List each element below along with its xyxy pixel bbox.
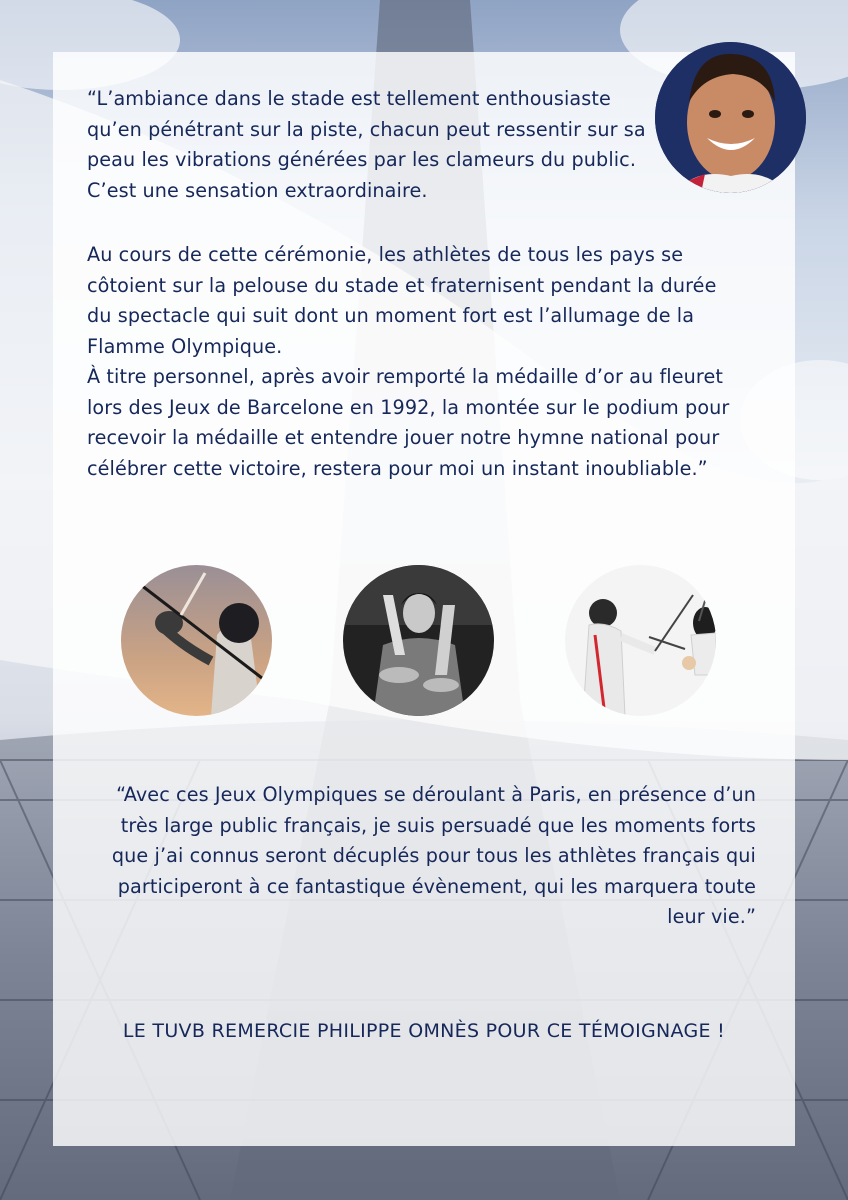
quote-one: “L’ambiance dans le stade est tellement enthousiaste qu’en pénétrant sur la piste, chacun peut ressentir sur sa peau les vibrations générées par les clameurs du public. C’est une sensation extraordinaire. — [87, 87, 646, 202]
fencer-sunset-photo — [121, 565, 272, 716]
quote-two-part1: Au cours de cette cérémonie, les athlètes de tous les pays se côtoient sur la pelouse du stade et fraternisent pendant la durée du spectacle qui suit dont un moment fort est l’allumage de la Flamme Olympique. — [87, 243, 717, 358]
quote-two — [87, 240, 747, 484]
thanks-message: LE TUVB REMERCIE PHILIPPE OMNÈS POUR CE TÉMOIGNAGE ! — [122, 1020, 726, 1042]
fencers-duel-photo — [565, 565, 716, 716]
portrait-photo — [655, 42, 806, 193]
quote-two-part2: À titre personnel, après avoir remporté la médaille d’or au fleuret lors des Jeux de Barcelone en 1992, la montée sur le podium pour recevoir la médaille et entendre jouer notre hymne national pour célébrer cette victoire, restera pour moi un instant inoubliable.” — [87, 365, 730, 480]
quote-three: “Avec ces Jeux Olympiques se déroulant à Paris, en présence d’un très large public français, je suis persuadé que les moments forts que j’ai connus seront décuplés pour tous les athlètes français qui participeront à ce fantastique évènement, qui les marquera toute leur vie.” — [111, 783, 756, 928]
champion-trophies-photo — [343, 565, 494, 716]
